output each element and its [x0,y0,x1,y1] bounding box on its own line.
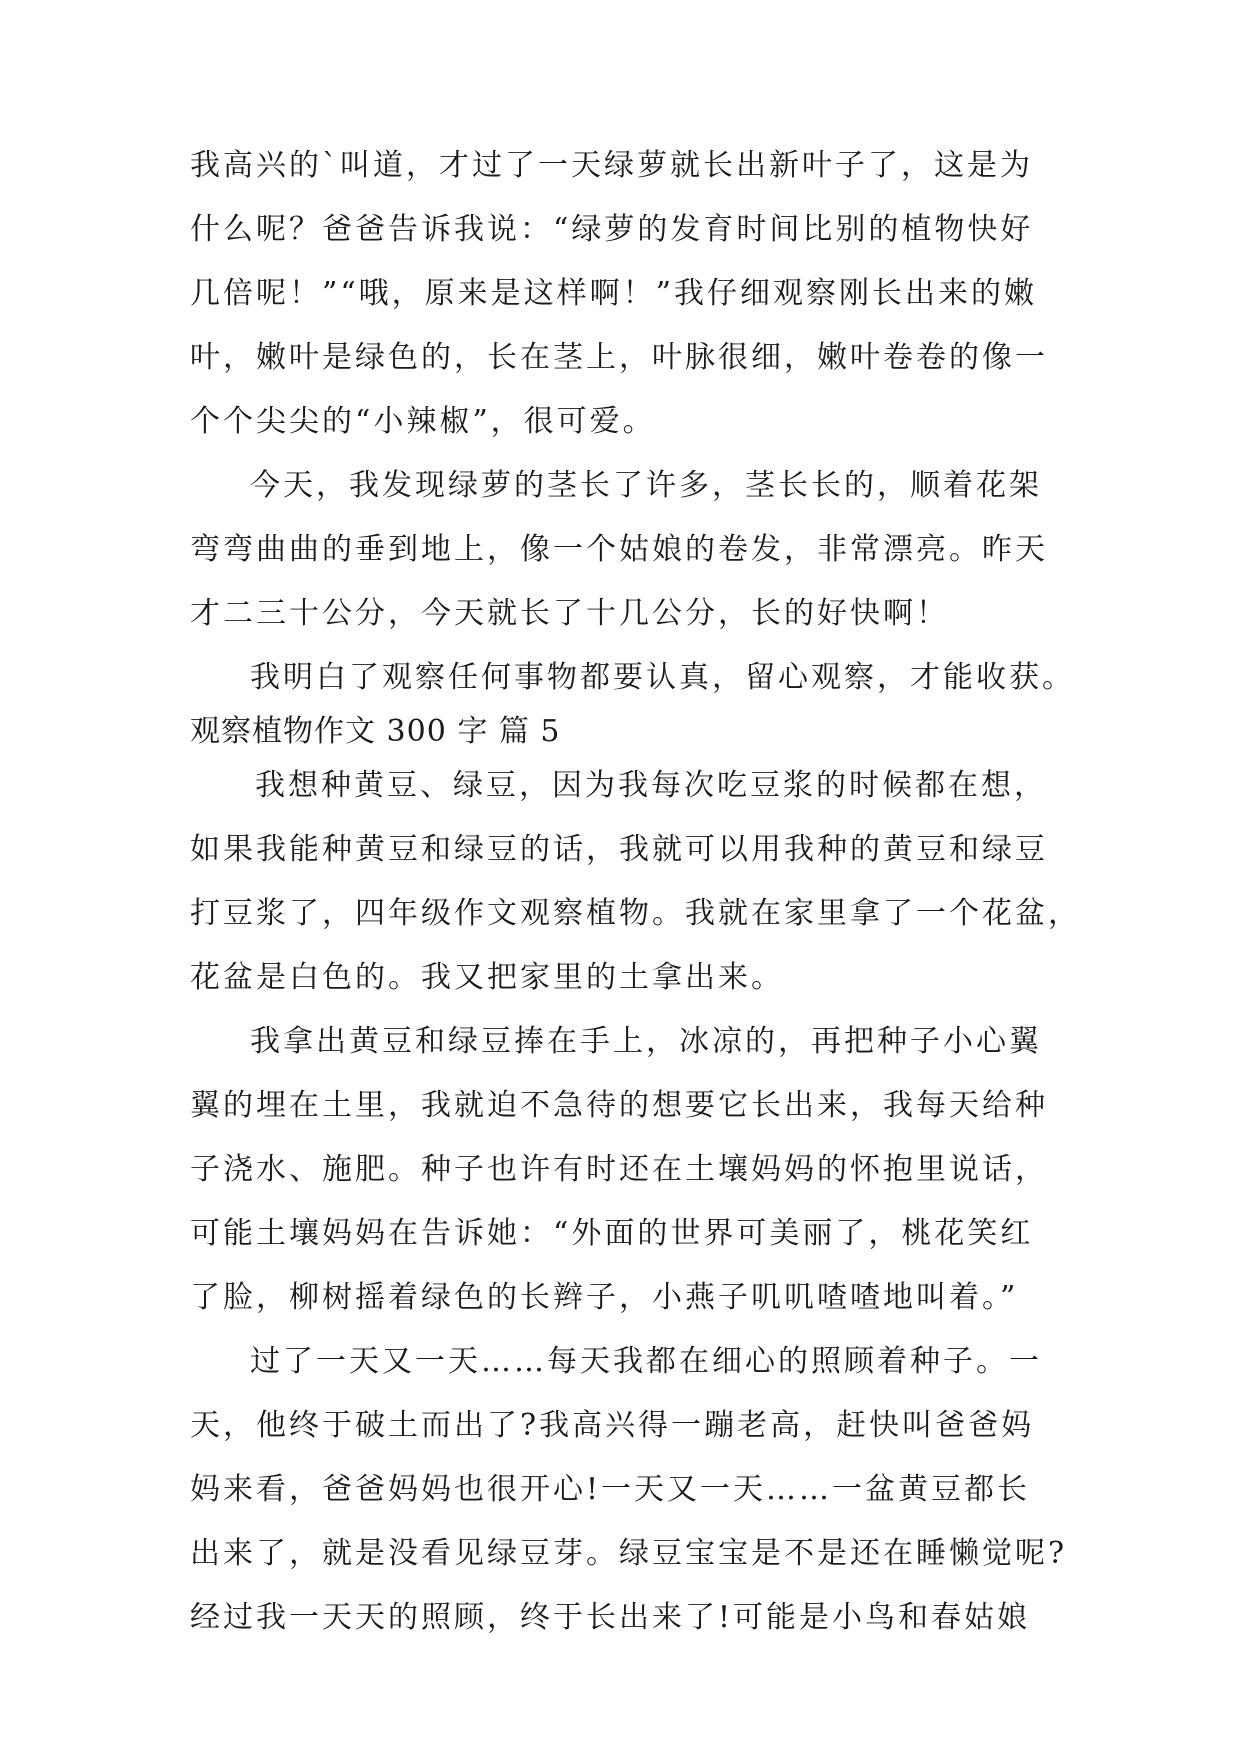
text-line: 天，他终于破土而出了?我高兴得一蹦老高，赶快叫爸爸妈 [190,1408,1035,1443]
text-line: 了脸，柳树摇着绿色的长辫子，小燕子叽叽喳喳地叫着。” [190,1280,1019,1315]
text-line: 可能土壤妈妈在告诉她：“外面的世界可美丽了，桃花笑红 [190,1216,1034,1251]
text-line: 翼的埋在土里，我就迫不急待的想要它长出来，我每天给种 [190,1088,1048,1123]
text-line: 花盆是白色的。我又把家里的土拿出来。 [190,960,784,995]
text-line: 几倍呢！”“哦，原来是这样啊！”我仔细观察刚长出来的嫩 [190,276,1038,311]
text-line: 打豆浆了，四年级作文观察植物。我就在家里拿了一个花盆， [190,896,1081,931]
text-line: 我明白了观察任何事物都要认真，留心观察，才能收获。 [250,660,1075,695]
text-line: 才二三十公分，今天就长了十几公分，长的好快啊！ [190,596,949,631]
text-line: 个个尖尖的“小辣椒”，很可爱。 [190,404,656,439]
text-line: 经过我一天天的照顾，终于长出来了!可能是小鸟和春姑娘 [190,1600,1031,1635]
text-line: 出来了，就是没看见绿豆芽。绿豆宝宝是不是还在睡懒觉呢? [190,1536,1068,1571]
text-line: 我想种黄豆、绿豆，因为我每次吃豆浆的时候都在想， [255,768,1047,803]
text-line: 什么呢？爸爸告诉我说：“绿萝的发育时间比别的植物快好 [190,212,1034,247]
text-line: 我高兴的`叫道，才过了一天绿萝就长出新叶子了，这是为 [190,148,1033,183]
text-line: 妈来看，爸爸妈妈也很开心!一天又一天……一盆黄豆都长 [190,1472,1031,1507]
text-line: 叶，嫩叶是绿色的，长在茎上，叶脉很细，嫩叶卷卷的像一 [190,340,1048,375]
text-line: 子浇水、施肥。种子也许有时还在土壤妈妈的怀抱里说话， [190,1152,1048,1187]
text-line: 弯弯曲曲的垂到地上，像一个姑娘的卷发，非常漂亮。昨天 [190,532,1048,567]
section-heading: 观察植物作文 300 字 篇 5 [190,714,561,749]
text-line: 我拿出黄豆和绿豆捧在手上，冰凉的，再把种子小心翼 [250,1024,1042,1059]
text-line: 今天，我发现绿萝的茎长了许多，茎长长的，顺着花架 [250,468,1042,503]
text-line: 如果我能种黄豆和绿豆的话，我就可以用我种的黄豆和绿豆 [190,832,1048,867]
text-line: 过了一天又一天……每天我都在细心的照顾着种子。一 [250,1344,1042,1379]
